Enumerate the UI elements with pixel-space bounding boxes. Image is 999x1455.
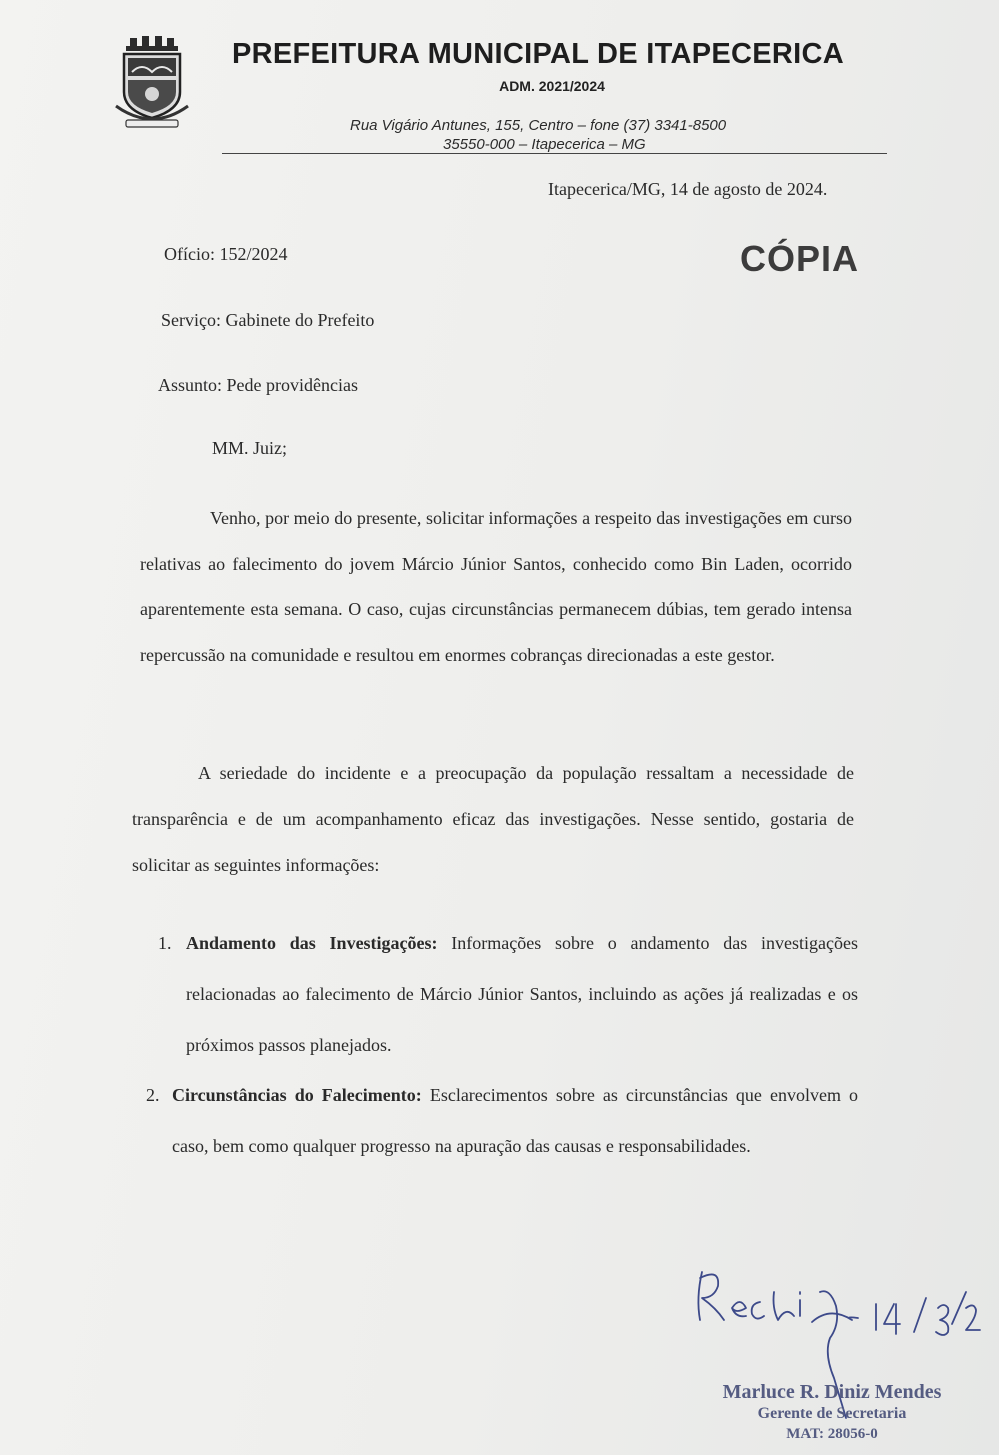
service-line: Serviço: Gabinete do Prefeito bbox=[161, 310, 375, 330]
copy-stamp: CÓPIA bbox=[740, 238, 860, 279]
receipt-stamp bbox=[712, 1380, 952, 1444]
request-number: 2. bbox=[146, 1085, 160, 1105]
request-heading: Andamento das Investigações: bbox=[186, 933, 438, 953]
request-heading: Circunstâncias do Falecimento: bbox=[172, 1085, 422, 1105]
header-title: PREFEITURA MUNICIPAL DE ITAPECERICA bbox=[232, 38, 845, 70]
request-body bbox=[140, 1070, 858, 1172]
request-item bbox=[140, 918, 858, 1071]
subject-line: Assunto: Pede providências bbox=[158, 375, 358, 395]
header-administration: ADM. 2021/2024 bbox=[499, 78, 605, 94]
municipal-coat-of-arms-icon bbox=[112, 36, 192, 132]
header-address-line-2: 35550-000 – Itapecerica – MG bbox=[443, 136, 646, 153]
body-paragraph: Venho, por meio do presente, solicitar informações a respeito das investigações em curso relativas ao falecimento do jovem Márcio Júnior Santos, conhecido como Bin Laden, ocorrido aparentemente esta semana. O caso, cujas circunstâncias permanecem dúbias, tem gerado intensa repercussão na comunidade e resultou em enormes cobranças direcionadas a este gestor. bbox=[140, 508, 852, 665]
stamp-role: Gerente de Secretaria bbox=[757, 1405, 907, 1422]
header-address-line-1: Rua Vigário Antunes, 155, Centro – fone (37) 3341-8500 bbox=[350, 117, 727, 134]
request-body bbox=[140, 918, 858, 1071]
request-text: Informações sobre o andamento das investigações relacionadas ao falecimento de Márcio Júnior Santos, incluindo as ações já realizadas e os próximos passos planejados. bbox=[186, 933, 858, 1055]
stamp-registration: MAT: 28056-0 bbox=[786, 1426, 878, 1442]
date-line: Itapecerica/MG, 14 de agosto de 2024. bbox=[548, 179, 828, 199]
request-text: Esclarecimentos sobre as circunstâncias que envolvem o caso, bem como qualquer progresso na apuração das causas e responsabilidades. bbox=[172, 1085, 859, 1156]
body-paragraph: A seriedade do incidente e a preocupação da população ressaltam a necessidade de transparência e de um acompanhamento eficaz das investigações. Nesse sentido, gostaria de solicitar as seguintes informações: bbox=[132, 763, 854, 875]
header-divider bbox=[222, 153, 887, 154]
oficio-number: Ofício: 152/2024 bbox=[164, 244, 288, 264]
request-item bbox=[140, 1070, 858, 1172]
stamp-name: Marluce R. Diniz Mendes bbox=[722, 1381, 942, 1403]
salutation: MM. Juiz; bbox=[212, 438, 288, 458]
request-number: 1. bbox=[158, 933, 172, 953]
